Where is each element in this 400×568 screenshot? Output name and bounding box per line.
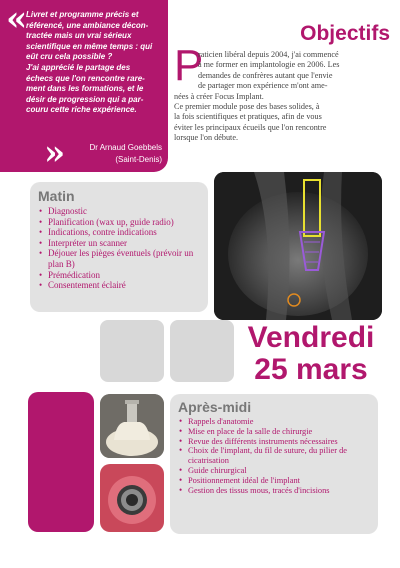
list-item: • Revue des différents instruments nécessaires [178, 437, 370, 447]
author-place: (Saint-Denis) [115, 155, 162, 164]
matin-title: Matin [38, 188, 75, 204]
list-item: • Mise en place de la salle de chirurgie [178, 427, 370, 437]
gum-graphic [100, 464, 164, 532]
objectifs-line: la fois scientifiques et pratiques, afin de vous [174, 112, 322, 122]
decorative-square [170, 320, 234, 382]
author-name: Dr Arnaud Goebbels [89, 143, 162, 152]
list-item: • Diagnostic [38, 206, 200, 217]
decorative-square [100, 320, 164, 382]
testimonial-author [90, 142, 163, 166]
apres-midi-list [178, 417, 370, 495]
quote-line: référencé, une ambiance décon- [26, 20, 149, 30]
implant-crown-photo [100, 394, 164, 458]
date-day: Vendredi [247, 321, 375, 354]
list-item: • Indications, contre indications [38, 227, 200, 238]
quote-line: couru cette riche expérience. [26, 105, 137, 115]
dental-xray-image [214, 172, 382, 320]
quote-line: J'ai apprécié le partage des [26, 62, 131, 72]
quote-line: échecs que l'on rencontre rare- [26, 73, 145, 83]
objectifs-line: lorsque l'on débute. [174, 133, 239, 143]
objectifs-title: Objectifs [300, 22, 390, 45]
list-item: • Interpréter un scanner [38, 238, 200, 249]
objectifs-line: de partager mon expérience m'ont ame- [198, 81, 328, 91]
objectifs-line: nées à créer Focus Implant. [174, 91, 264, 101]
quote-line: ment dans les formations, et le [26, 84, 144, 94]
testimonial-quote-box [0, 0, 168, 172]
open-quote-icon: « [6, 0, 28, 39]
decorative-magenta-block [28, 392, 94, 532]
objectifs-line: Ce premier module pose des bases solides, à [174, 102, 320, 112]
list-item: • Positionnement idéal de l'implant [178, 476, 370, 486]
objectifs-body [174, 50, 386, 144]
close-quote-icon: » [44, 133, 66, 173]
implant-gum-photo [100, 464, 164, 532]
list-item: • Rappels d'anatomie [178, 417, 370, 427]
quote-line: Livret et programme précis et [26, 10, 139, 19]
list-item: • Consentement éclairé [38, 280, 200, 291]
testimonial-text [26, 10, 164, 116]
xray-graphic [214, 172, 382, 320]
quote-line: désir de progression qui a par- [26, 94, 144, 104]
quote-line: tractée mais un vrai sérieux [26, 31, 132, 41]
list-item: • Déjouer les pièges éventuels (prévoir un plan B) [38, 248, 200, 269]
list-item: • Prémédication [38, 270, 200, 281]
session-date [236, 322, 386, 386]
matin-box [30, 182, 208, 312]
crown-graphic [100, 394, 164, 458]
quote-line: scientifique en même temps : qui [26, 41, 153, 51]
objectifs-line: demandes de confrères autant que l'envie [198, 70, 333, 80]
list-item: • Gestion des tissus mous, tracés d'incisions [178, 486, 370, 496]
apres-midi-box [170, 394, 378, 534]
objectifs-line: à me former en implantologie en 2006. Les [198, 60, 340, 70]
apres-midi-title: Après-midi [178, 399, 252, 415]
matin-list [38, 206, 200, 291]
date-month: 25 mars [254, 353, 368, 386]
dropcap-letter: P [174, 41, 204, 90]
list-item: • Guide chirurgical [178, 466, 370, 476]
objectifs-line: raticien libéral depuis 2004, j'ai commencé [198, 50, 339, 59]
quote-line: eût cru cela possible ? [26, 52, 113, 62]
list-item: • Planification (wax up, guide radio) [38, 217, 200, 228]
list-item: • Choix de l'implant, du fil de suture, du pilier de cicatrisation [178, 446, 370, 466]
objectifs-line: éviter les principaux écueils que l'on rencontre [174, 122, 327, 132]
